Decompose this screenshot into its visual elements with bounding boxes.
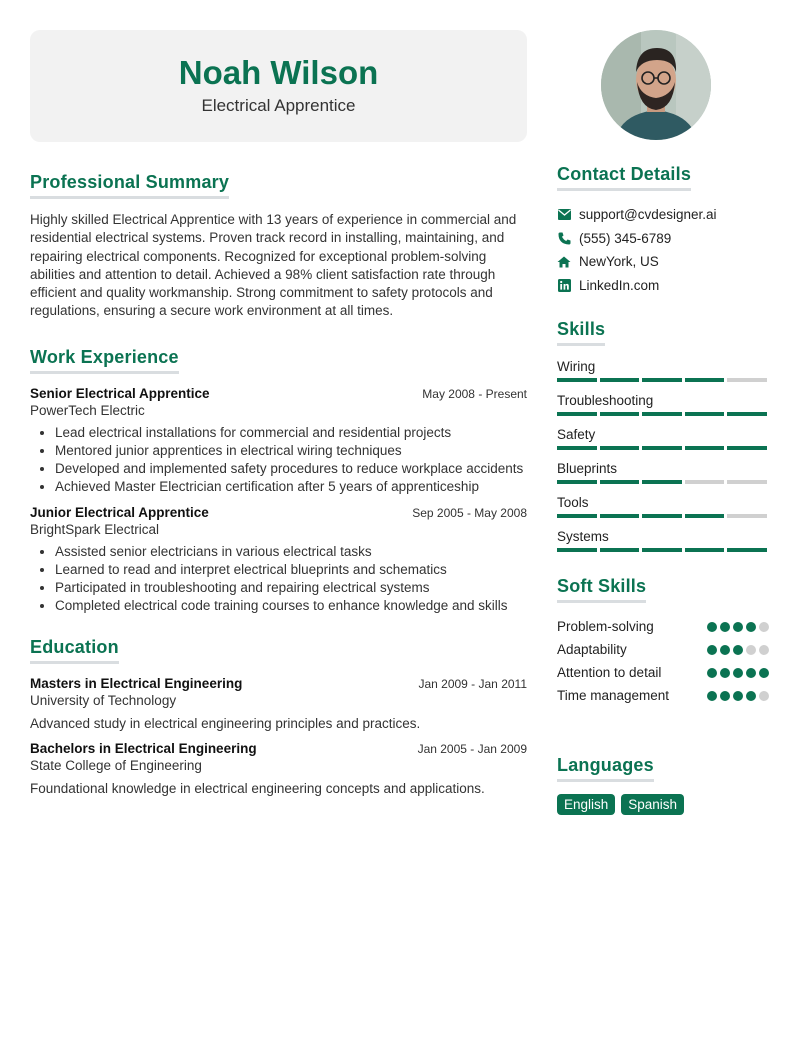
soft-skill-name: Attention to detail — [557, 665, 662, 680]
summary-text: Highly skilled Electrical Apprentice with 13 years of experience in commercial and residential electrical systems. Proven track record in installing, maintaining, and repairing electrical components. Recognized for exceptional problem-solving abilities and attention to detail. Achieved a 98% client satisfaction rate through efficient and quality workmanship. Strong commitment to safety protocols and regulations, ensuring a secure work environment at all times. — [30, 212, 517, 319]
rating-dot — [707, 622, 717, 632]
skill-name: Troubleshooting — [557, 393, 654, 408]
skill-name: Wiring — [557, 359, 596, 374]
skill-level-bar — [557, 412, 769, 416]
job-bullets — [30, 424, 527, 497]
skill-level-bar — [557, 480, 769, 484]
soft-skill-rating — [707, 645, 769, 655]
rating-dot — [733, 622, 743, 632]
education-entry — [30, 676, 527, 731]
skill-item — [557, 392, 769, 416]
skill-level-segment — [600, 378, 640, 382]
rating-dot — [759, 622, 769, 632]
rating-dot — [733, 645, 743, 655]
phone-icon — [557, 231, 571, 245]
education-description: Foundational knowledge in electrical engineering concepts and applications. — [30, 781, 485, 797]
rating-dot — [746, 622, 756, 632]
skill-name: Safety — [557, 427, 596, 442]
skill-level-segment — [727, 446, 767, 450]
soft-skill-rating — [707, 622, 769, 632]
skill-name: Blueprints — [557, 461, 618, 476]
rating-dot — [759, 645, 769, 655]
rating-dot — [720, 691, 730, 701]
candidate-name: Noah Wilson — [178, 54, 379, 91]
skill-level-segment — [557, 514, 597, 518]
job-bullet: • Participated in troubleshooting and repairing electrical systems — [55, 579, 527, 597]
skill-level-segment — [642, 514, 682, 518]
skill-level-segment — [642, 378, 682, 382]
rating-dot — [759, 691, 769, 701]
job-bullet: • Assisted senior electricians in various electrical tasks — [55, 543, 527, 561]
skill-level-segment — [685, 412, 725, 416]
job-bullet: • Lead electrical installations for commercial and residential projects — [55, 424, 527, 442]
job-bullet: • Achieved Master Electrician certification after 5 years of apprenticeship — [55, 478, 527, 496]
job-role: Junior Electrical Apprentice — [30, 504, 209, 520]
skill-level-bar — [557, 446, 769, 450]
left-column — [30, 172, 527, 806]
education-date: Jan 2005 - Jan 2009 — [417, 742, 527, 757]
job-bullet: • Developed and implemented safety procedures to reduce workplace accidents — [55, 460, 527, 478]
phone-text: (555) 345-6789 — [579, 230, 672, 246]
location-text: NewYork, US — [579, 254, 659, 270]
languages-heading: Languages — [557, 755, 654, 782]
linkedin-text: LinkedIn.com — [579, 277, 660, 293]
soft-skill-item — [557, 638, 769, 661]
rating-dot — [707, 668, 717, 678]
skill-level-segment — [642, 446, 682, 450]
soft-skill-rating — [707, 691, 769, 701]
soft-skills-heading: Soft Skills — [557, 576, 646, 603]
skill-level-segment — [557, 548, 597, 552]
contact-location — [557, 250, 769, 274]
portrait-illustration — [601, 30, 711, 140]
rating-dot — [746, 668, 756, 678]
skill-level-segment — [600, 514, 640, 518]
rating-dot — [720, 622, 730, 632]
envelope-icon — [557, 208, 571, 222]
skill-level-segment — [685, 548, 725, 552]
education-date: Jan 2009 - Jan 2011 — [418, 677, 527, 692]
job-bullet: • Completed electrical code training courses to enhance knowledge and skills — [55, 597, 527, 615]
rating-dot — [720, 668, 730, 678]
job-entry — [30, 505, 527, 616]
skill-level-segment — [642, 548, 682, 552]
skill-level-bar — [557, 378, 769, 382]
language-badge: English — [557, 794, 615, 815]
summary-heading: Professional Summary — [30, 172, 229, 199]
skill-item — [557, 528, 769, 552]
job-bullets — [30, 543, 527, 616]
header-box — [30, 30, 527, 142]
skill-level-bar — [557, 548, 769, 552]
email-text: support@cvdesigner.ai — [579, 207, 717, 223]
skill-level-segment — [557, 412, 597, 416]
job-role: Senior Electrical Apprentice — [30, 385, 210, 401]
skill-level-segment — [727, 514, 767, 518]
soft-skill-item — [557, 615, 769, 638]
contact-email[interactable] — [557, 203, 769, 227]
job-bullet: • Mentored junior apprentices in electrical wiring techniques — [55, 442, 527, 460]
rating-dot — [733, 691, 743, 701]
rating-dot — [746, 691, 756, 701]
skills-heading: Skills — [557, 319, 605, 346]
candidate-title: Electrical Apprentice — [201, 96, 356, 115]
rating-dot — [759, 668, 769, 678]
education-description: Advanced study in electrical engineering principles and practices. — [30, 716, 421, 732]
job-date: Sep 2005 - May 2008 — [412, 505, 527, 520]
soft-skill-rating — [707, 668, 769, 678]
rating-dot — [707, 645, 717, 655]
contact-phone[interactable] — [557, 227, 769, 251]
skill-level-segment — [557, 378, 597, 382]
job-date: May 2008 - Present — [422, 386, 527, 401]
skill-level-segment — [727, 412, 767, 416]
skill-level-segment — [557, 480, 597, 484]
soft-skill-name: Adaptability — [557, 642, 627, 657]
skills-list — [557, 358, 769, 552]
skill-item — [557, 426, 769, 450]
job-company: PowerTech Electric — [30, 402, 145, 418]
linkedin-icon — [557, 278, 571, 292]
degree: Masters in Electrical Engineering — [30, 676, 243, 692]
skill-level-segment — [727, 480, 767, 484]
right-column — [557, 164, 769, 815]
skill-name: Systems — [557, 529, 609, 544]
skill-item — [557, 494, 769, 518]
rating-dot — [707, 691, 717, 701]
languages-list — [557, 794, 769, 815]
skill-level-segment — [600, 548, 640, 552]
skill-item — [557, 460, 769, 484]
contact-linkedin[interactable] — [557, 274, 769, 298]
skill-level-segment — [642, 412, 682, 416]
education-entry — [30, 741, 527, 796]
skill-level-segment — [727, 378, 767, 382]
soft-skills-list — [557, 615, 769, 707]
job-entry — [30, 386, 527, 497]
job-company: BrightSpark Electrical — [30, 521, 160, 537]
job-bullet: • Learned to read and interpret electrical blueprints and schematics — [55, 561, 527, 579]
rating-dot — [746, 645, 756, 655]
skill-level-segment — [685, 480, 725, 484]
education-heading: Education — [30, 637, 119, 664]
skill-level-segment — [685, 514, 725, 518]
school: University of Technology — [30, 693, 177, 709]
soft-skill-name: Problem-solving — [557, 619, 654, 634]
degree: Bachelors in Electrical Engineering — [30, 741, 257, 757]
skill-level-segment — [685, 446, 725, 450]
soft-skill-item — [557, 684, 769, 707]
soft-skill-item — [557, 661, 769, 684]
soft-skill-name: Time management — [557, 688, 670, 703]
skill-level-segment — [600, 412, 640, 416]
profile-photo — [601, 30, 711, 140]
school: State College of Engineering — [30, 758, 202, 774]
skill-level-segment — [642, 480, 682, 484]
home-icon — [557, 255, 571, 269]
skill-name: Tools — [557, 495, 589, 510]
skill-level-segment — [685, 378, 725, 382]
skill-level-segment — [600, 480, 640, 484]
skill-level-segment — [557, 446, 597, 450]
rating-dot — [720, 645, 730, 655]
skill-level-bar — [557, 514, 769, 518]
contact-heading: Contact Details — [557, 164, 691, 191]
language-badge: Spanish — [621, 794, 684, 815]
rating-dot — [733, 668, 743, 678]
experience-heading: Work Experience — [30, 347, 179, 374]
skill-item — [557, 358, 769, 382]
skill-level-segment — [727, 548, 767, 552]
skill-level-segment — [600, 446, 640, 450]
